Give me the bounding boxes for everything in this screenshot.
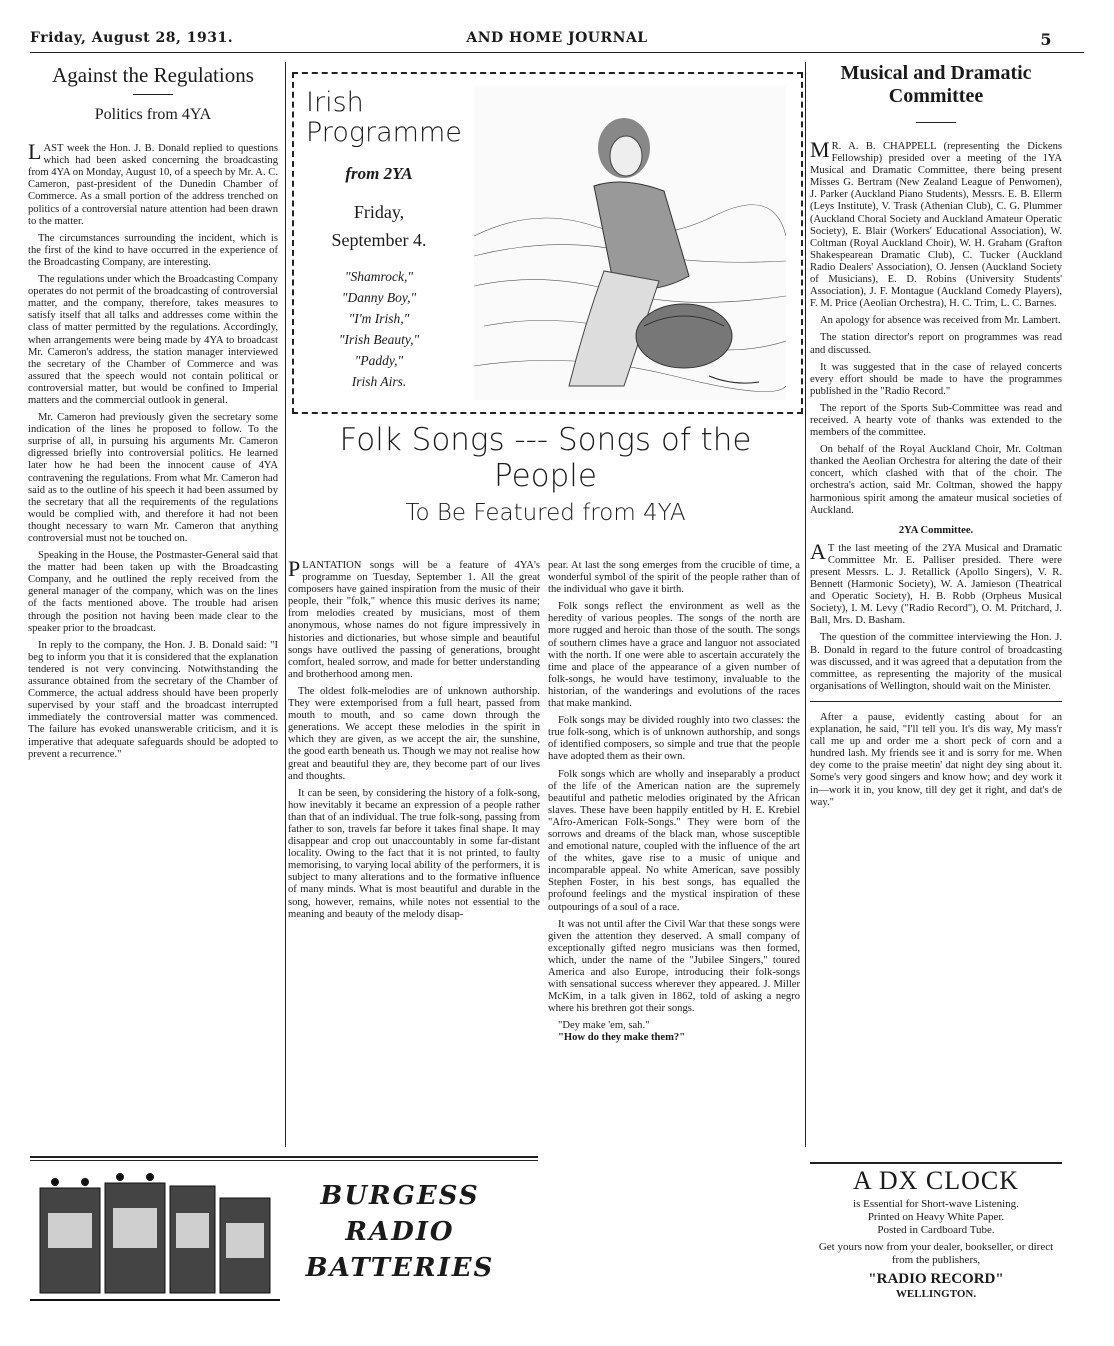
folk-article-column-1 xyxy=(288,556,540,926)
paragraph: The regulations under which the Broadcasting Company operates do not permit of the broadcasting of controversial matter, and the company, therefore, takes measures to satisfy itself that all talks and addresses come within the class of matter permitted by the regulations. Accordingly, when arrangements were being made by 4YA to broadcast Mr. Cameron's address, the station manager interviewed the secretary of the Chamber of Commerce and was assured that the speech would not contain political or controversial matter, but would be confined to Imperial matters and the commercial outlook in general. xyxy=(28,274,278,406)
left-article-title: Against the Regulations xyxy=(52,63,254,87)
song-item: "Shamrock," xyxy=(344,269,414,284)
column-separator xyxy=(805,62,806,1147)
burgess-line: BATTERIES xyxy=(305,1253,495,1283)
dx-clock-ad xyxy=(806,1164,1066,1300)
paragraph: PLANTATION songs will be a feature of 4YA's programme on Tuesday, September 1. All the great composers have gained inspiration from the music of their people, their "folk," whence this music derives its name; from melodies created by musicians, most of them anonymous, whose names do not figure impressively in histories and dictionaries, but whose simple and beautiful songs have outlived the passing of generations, brought comfort, healed sorrow, and made for better understanding and brotherhood among men. xyxy=(288,556,540,680)
dx-clock-line: Get yours now from your dealer, bookseller, or direct from the publishers, xyxy=(818,1241,1054,1266)
paragraph: Mr. Cameron had previously given the secretary some indication of the lines he proposed to follow. To the surprise of all, in pursuing his arguments Mr. Cameron digressed briefly into controversial politics. He learned later how he had been the innocent cause of 4YA contravening the regulations. From what Mr. Cameron had said as to the outline of his speech it had been assumed by the secretary that all the requirements of the regulations would be complied with, and therefore it had not been thought necessary to warn Mr. Cameron that anything controversial must not be touched on. xyxy=(28,412,278,544)
irish-box-date: September 4. xyxy=(331,230,427,250)
irish-programme-box xyxy=(292,72,803,414)
irish-box-title: Irish Programme xyxy=(306,87,462,148)
irish-box-station: from 2YA xyxy=(345,164,413,183)
paragraph: "Dey make 'em, sah." xyxy=(558,1020,650,1032)
song-item: "Danny Boy," xyxy=(341,290,417,305)
paragraph: It was not until after the Civil War that these songs were given the attention they deserved. A small company of exceptionally gifted negro musicians was then formed, which, under the name of the "Jubilee Singers," toured America and also Europe, introducing their folk-songs with sensational success wherever they appeared. J. Miller McKim, in a talk given in 1862, told of asking a negro where his brethren got their songs. xyxy=(548,918,800,1015)
paragraph: The question of the committee interviewing the Hon. J. B. Donald in regard to the future control of broadcasting was discussed, and it was agreed that a deputation from the committee, as representing the majority of the musical organisations of Wellington, should wait on the Minister. xyxy=(810,632,1062,692)
paragraph: Folk songs reflect the environment as well as the heredity of various peoples. The songs of the north are more rugged and heroic than those of the south. The songs of southern climes have a grace and languor not associated with the north. If one were able to ascertain accurately the time and place of the appearance of a given number of folk-songs, he would have testimony, invaluable to the historian, of the wanderings and evolutions of the races that make mankind. xyxy=(548,601,800,710)
paragraph: MR. A. B. CHAPPELL (representing the Dickens Fellowship) presided over a meeting of the 1YA Musical and Dramatic Committee, there being present Misses G. Bertram (New Zealand League of Penwomen), J. Parker (Auckland Piano Students), Messrs. E. B. Ellerm (Leys Institute), V. Trask (Athenian Club), C. G. Plummer (Auckland Choral Society and Auckland Amateur Operatic Society), E. Blair (Workers' Educational Association), W. Coltman (Royal Auckland Choir), W. H. Graham (Grafton Shakespearean Dramatic Club), C. Tucker (Auckland Radio Dealers' Association), O. Jensen (Auckland Society of Musicians), E. D. Robins (University Students' Association), J. F. Montague (Auckland Comedy Players), F. M. Price (Aeolian Orchestra), H. C. Trim, L. C. Barnes. xyxy=(810,137,1062,310)
paragraph: In reply to the company, the Hon. J. B. Donald said: "I beg to inform you that it is considered that the explanation tendered is not very convincing. Notwithstanding the assurance obtained from the secretary of the Chamber of Commerce, the actual address should have been properly supervised by your staff and the broadcast interrupted immediately the controversial matter was commenced. The failure has evoked unanswerable criticism, and it is imperative that adequate safeguards should be adopted to prevent a recurrence." xyxy=(28,639,278,760)
burgess-line: RADIO xyxy=(345,1217,455,1247)
paragraph: It can be seen, by considering the history of a folk-song, how inevitably it became an expression of a people rather than that of an individual. The true folk-song, passing from father to son, travels far before it takes final shape. It may disappear and crop out unaccountably in some far-distant locality. Owing to the fact that it is not printed, to faulty memorising, to varying local ability of the performers, it is subject to many alterations and to the formative influence of many minds. What is most beautiful and durable in the song, however, remains, while notes not essential to the meaning and beauty of the melody disap- xyxy=(288,787,540,920)
subhead-2ya-committee: 2YA Committee. xyxy=(898,524,974,536)
ad-rule xyxy=(30,1160,538,1161)
left-article-subtitle: Politics from 4YA xyxy=(94,106,212,123)
dx-clock-line: is Essential for Short-wave Listening. xyxy=(853,1198,1019,1210)
paragraph: The circumstances surrounding the incident, which is the first of the kind to have occurred in the experience of the Broadcasting Company, are interesting. xyxy=(28,232,278,268)
irish-box-song-list xyxy=(304,266,454,392)
section-rule xyxy=(810,701,1062,702)
song-item: "Irish Beauty," xyxy=(338,332,420,347)
song-item: "I'm Irish," xyxy=(348,311,410,326)
folk-article-title: Folk Songs --- Songs of the People xyxy=(339,422,752,494)
dx-clock-publisher: "RADIO RECORD" xyxy=(868,1271,1004,1287)
paragraph: Folk songs which are wholly and inseparably a product of the life of the American nation are the supremely beautiful and pathetic melodies originated by the African slaves. These have been happily entitled by H. E. Krebiel "Afro-American Folk-Songs." They were born of the sorrows and dreams of the black man, whose susceptible and emotional nature, coupled with the influence of the art of the whites, gave rise to a music of unique and incomparable appeal. No white American, save possibly Stephen Foster, in his best songs, has equalled the profound feelings and the mystical inspiration of these outpourings of a soul of a race. xyxy=(548,768,800,913)
header-paper-name: AND HOME JOURNAL xyxy=(466,30,648,46)
dx-clock-line: Printed on Heavy White Paper. xyxy=(867,1211,1005,1223)
folk-article-column-2 xyxy=(548,560,800,1050)
paragraph: "How do they make them?" xyxy=(558,1032,686,1044)
irish-girl-illustration xyxy=(474,86,786,400)
title-rule xyxy=(916,122,956,123)
burgess-ad-text xyxy=(285,1178,515,1286)
song-item: Irish Airs. xyxy=(351,374,407,389)
paragraph: On behalf of the Royal Auckland Choir, Mr. Coltman thanked the Aeolian Orchestra for altering the date of their concert, which clashed with that of the choir. The orchestra's action, said Mr. Coltman, showed the happy harmonious spirit among the amateur musical societies of Auckland. xyxy=(810,444,1062,516)
left-article xyxy=(28,62,278,766)
right-article xyxy=(810,62,1062,814)
header-date: Friday, August 28, 1931. xyxy=(30,30,234,46)
header-rule xyxy=(30,52,1084,53)
ad-rule xyxy=(30,1156,538,1158)
folk-article-subtitle: To Be Featured from 4YA xyxy=(405,500,686,526)
paragraph: AT the last meeting of the 2YA Musical and Dramatic Committee Mr. E. Palliser presided. There were present Messrs. L. J. Retallick (Apollo Singers), V. R. Bennett (Harmonic Society), W. A. Jamieson (Theatrical and Operatic Society), H. B. Robb (Orpheus Musical Society), I. M. Levy ("Radio Record"), O. M. Pritchard, J. Ball, Mrs. D. Basham. xyxy=(810,538,1062,627)
dx-clock-city: WELLINGTON. xyxy=(895,1288,977,1300)
paragraph: It was suggested that in the case of relayed concerts every effort should be made to have the programmes published in the "Radio Record." xyxy=(810,361,1062,397)
right-article-title: Musical and Dramatic Committee xyxy=(840,62,1032,107)
battery-illustration xyxy=(30,1168,280,1318)
irish-box-day: Friday, xyxy=(353,202,405,222)
paragraph: An apology for absence was received from Mr. Lambert. xyxy=(820,315,1061,327)
paragraph: Speaking in the House, the Postmaster-General said that the matter had been taken up with the Broadcasting Company, and he outlined the reply received from the general manager of the company, which was on the lines of the facts mentioned above. The trouble had arisen through the position not having been made clear to the speaker prior to the broadcast. xyxy=(28,550,278,634)
paragraph: LAST week the Hon. J. B. Donald replied to questions which had been asked concerning the broadcasting from 4YA on Monday, August 10, of a speech by Mr. A. C. Cameron, past-president of the Dunedin Chamber of Commerce. As a small portion of the address trenched on politics of a controversial nature attention had been drawn to the matter. xyxy=(28,139,278,227)
paragraph: Folk songs may be divided roughly into two classes: the true folk-song, which is of unknown authorship, and songs of identified composers, so simple and true that the people have adopted them as their own. xyxy=(548,715,800,763)
burgess-line: BURGESS xyxy=(320,1181,480,1211)
header-page-number: 5 xyxy=(1040,30,1052,49)
paragraph: The oldest folk-melodies are of unknown authorship. They were extemporised from a full heart, passed from mouth to mouth, and so came down through the generations. We accept these melodies in the spirit in which they are given, as we accept the air, the sunshine, the good earth beneath us. Though we may not realise how great and beautiful they are, they become part of our lives and thoughts. xyxy=(288,685,540,782)
paragraph: The report of the Sports Sub-Committee was read and received. A hearty vote of thanks was extended to the members of the committee. xyxy=(810,402,1062,439)
dx-clock-line: Posted in Cardboard Tube. xyxy=(877,1224,995,1236)
title-rule xyxy=(133,94,173,95)
paragraph-continuation: After a pause, evidently casting about for an explanation, he said, "I'll tell you. It's dis way, My mass'r call me up and order me a short peck of corn and a hundred lash. My friends see it and is sorry for me. When dey come to the praise meetin' dat night dey sing about it. Some's very good singers and know how; and dey work it in—work it in, you know, till dey get it right, and dat's de way." xyxy=(810,711,1062,808)
paragraph: pear. At last the song emerges from the crucible of time, a wonderful symbol of the spirit of the people rather than of the individual who gave it birth. xyxy=(548,560,800,596)
dx-clock-title: A DX CLOCK xyxy=(852,1166,1019,1195)
song-item: "Paddy," xyxy=(354,353,404,368)
paragraph: The station director's report on programmes was read and discussed. xyxy=(810,332,1062,356)
column-separator xyxy=(285,62,286,1147)
